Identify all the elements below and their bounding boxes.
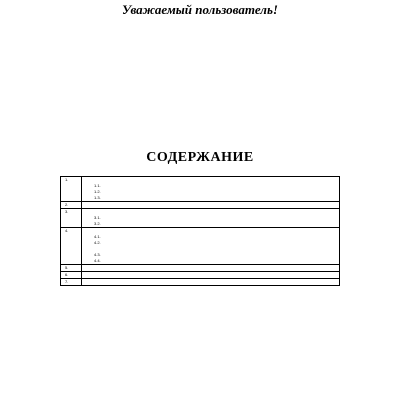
toc-subnumber: 1.1.: [94, 183, 101, 188]
toc-row: [61, 265, 340, 272]
toc-number: 3.: [61, 209, 82, 216]
toc-page-number: [317, 202, 340, 209]
toc-entry-title: [82, 272, 318, 279]
toc-subnumber: 1.2.: [94, 189, 101, 194]
greeting-heading: Уважаемый пользователь!: [122, 2, 278, 17]
toc-row: [61, 202, 340, 209]
toc-number: 4.: [61, 228, 82, 235]
toc-row: [61, 272, 340, 279]
intro-paragraph: [50, 21, 350, 52]
safety-notice: [20, 338, 380, 360]
toc-subnumber: 1.3.: [94, 195, 101, 200]
toc-subnumber: 4.4.: [94, 258, 101, 263]
toc-subnumber: 4.2.: [94, 240, 101, 245]
toc-row: [61, 279, 340, 286]
toc-entry-title: [82, 279, 318, 286]
intro-text: [50, 21, 350, 138]
toc-number: 2.: [61, 202, 82, 209]
intro-paragraph: [50, 54, 350, 85]
toc-subnumber: 3.2.: [94, 221, 101, 226]
toc-entry-title: [82, 265, 318, 272]
toc-entry-title: [82, 202, 318, 209]
toc-page-number: [317, 272, 340, 279]
toc-number: 1.: [61, 177, 82, 184]
toc-table: [60, 176, 340, 286]
toc-number: 7.: [61, 279, 82, 286]
toc-page-number: [317, 265, 340, 272]
intro-paragraph: [50, 105, 350, 136]
toc-subnumber: 3.1.: [94, 215, 101, 220]
intro-paragraph: [50, 87, 350, 103]
toc-subnumber: 4.3.: [94, 252, 101, 257]
toc-page-number: [317, 279, 340, 286]
toc-number: 5.: [61, 265, 82, 272]
toc-title: СОДЕРЖАНИЕ: [146, 150, 254, 165]
toc-subnumber: 4.1.: [94, 234, 101, 239]
toc-number: 6.: [61, 272, 82, 279]
